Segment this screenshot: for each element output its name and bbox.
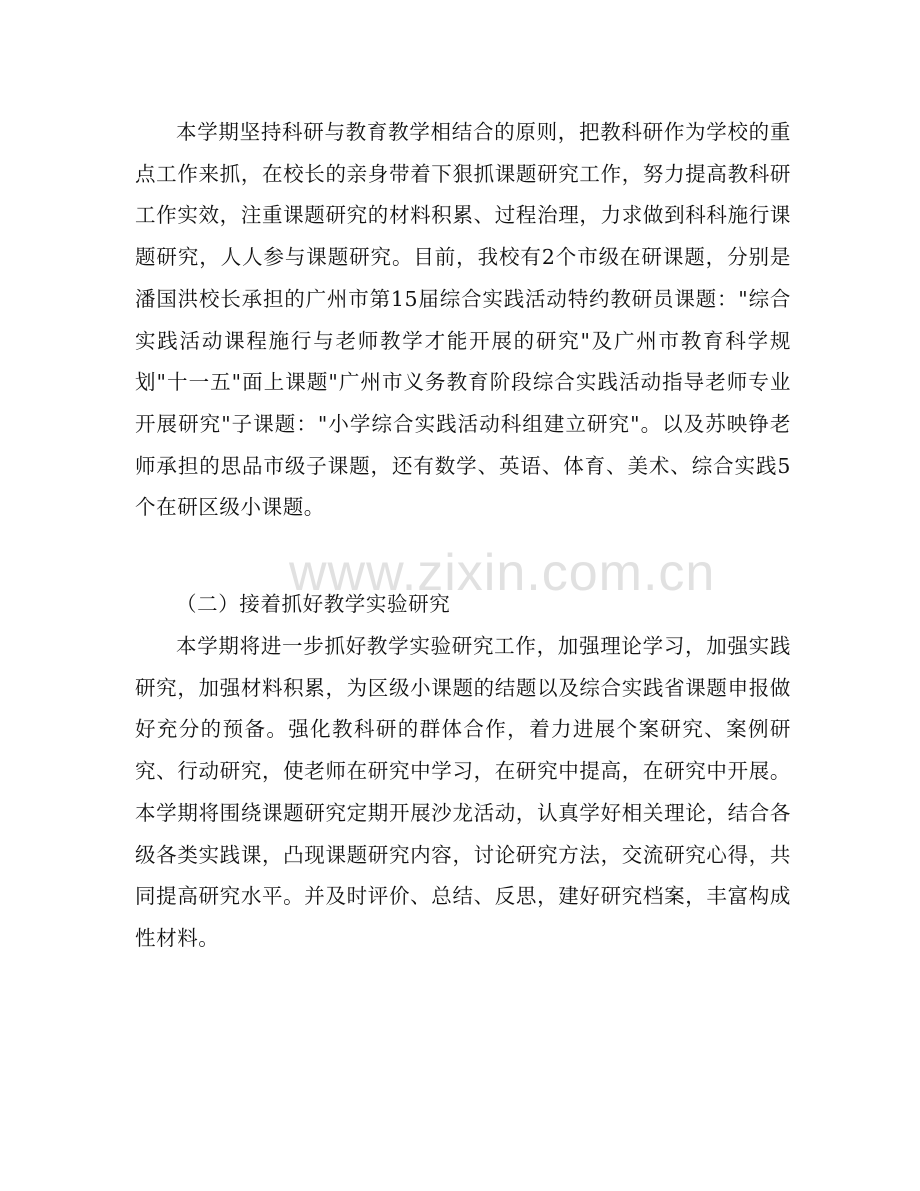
- watermark: www.zixin.com.cn: [289, 544, 716, 602]
- paragraph-text: 本学期坚持科研与教育教学相结合的原则，把教科研作为学校的重点工作来抓，在校长的亲身带着下狠抓课题研究工作，努力提高教科研工作实效，注重课题研究的材料积累、过程治理，力求做到科科施行课题研究，人人参与课题研究。目前，我校有2个市级在研课题，分别是潘国洪校长承担的广州市第15届综合实践活动特约教研员课题："综合实践活动课程施行与老师教学才能开展的研究"及广州市教育科学规划"十一五"面上课题"广州市义务教育阶段综合实践活动指导老师专业开展研究"子课题："小学综合实践活动科组建立研究"。以及苏映铮老师承担的思品市级子课题，还有数学、英语、体育、美术、综合实践5个在研区级小课题。: [135, 120, 791, 520]
- paragraph-text: 本学期将进一步抓好教学实验研究工作，加强理论学习，加强实践研究，加强材料积累，为区级小课题的结题以及综合实践省课题申报做好充分的预备。强化教科研的群体合作，着力进展个案研究、案例研究、行动研究，使老师在研究中学习，在研究中提高，在研究中开展。本学期将围绕课题研究定期开展沙龙活动，认真学好相关理论，结合各级各类实践课，凸现课题研究内容，讨论研究方法，交流研究心得，共同提高研究水平。并及时评价、总结、反思，建好研究档案，丰富构成性材料。: [135, 634, 791, 950]
- section-heading: [135, 584, 791, 626]
- paragraph-research-principle: [135, 112, 791, 529]
- paragraph-teaching-experiment: [135, 626, 791, 960]
- section-heading-text: （二）接着抓好教学实验研究: [176, 592, 451, 616]
